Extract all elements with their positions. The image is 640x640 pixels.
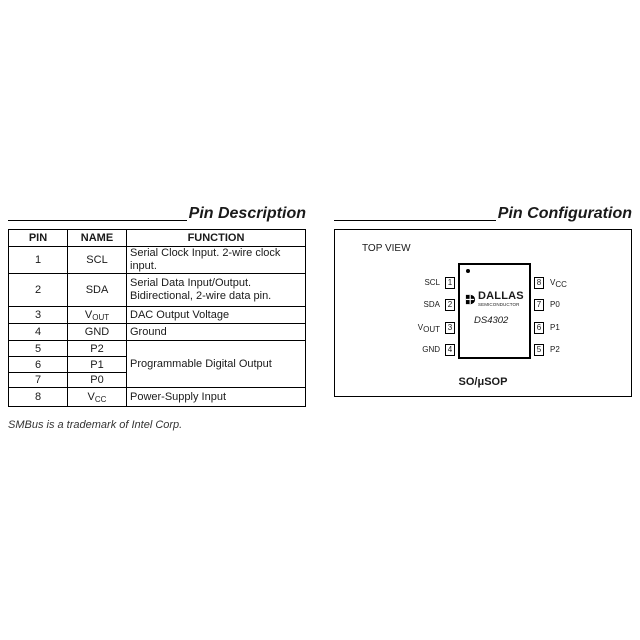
header-pin: PIN [9, 230, 68, 247]
table-row [9, 307, 306, 324]
pin-name: SCL [68, 247, 127, 274]
pin-number: 7 [9, 373, 68, 388]
pin-function: Serial Data Input/Output. Bidirectional, 2-wire data pin. [127, 274, 306, 307]
table-row [9, 388, 306, 407]
dallas-logo-icon [465, 294, 476, 305]
pin-function: Power-Supply Input [127, 388, 306, 407]
pin-box-2: 2 [445, 299, 455, 311]
pin-label-gnd: GND [422, 345, 440, 354]
pin-label-p0: P0 [550, 300, 560, 309]
pin-function: Serial Clock Input. 2-wire clock input. [127, 247, 306, 274]
logo-semiconductor-text: SEMICONDUCTOR [478, 302, 520, 307]
pin-number: 5 [9, 341, 68, 357]
pin-function: DAC Output Voltage [127, 307, 306, 324]
logo-dallas-text: DALLAS [478, 290, 524, 302]
pin-name: SDA [68, 274, 127, 307]
table-row [9, 247, 306, 274]
pin-label-vout: $V_{OUT}$ [417, 323, 440, 334]
package-label: SO/μSOP [458, 376, 508, 388]
pin-name: $V_{CC}$ [68, 388, 127, 407]
pin-description-title: Pin Description [188, 205, 306, 222]
pin-configuration-diagram [334, 229, 632, 397]
pin-name: $V_{OUT}$ [68, 307, 127, 324]
table-row [9, 274, 306, 307]
top-view-label: TOP VIEW [362, 243, 411, 254]
table-header-row [9, 230, 306, 247]
pin-label-sda: SDA [423, 300, 440, 309]
pin-name: GND [68, 324, 127, 341]
pin-label-p1: P1 [550, 323, 560, 332]
ic-package-body [458, 263, 531, 359]
pin-box-5: 5 [534, 344, 544, 356]
pin-box-6: 6 [534, 322, 544, 334]
pin-name: P0 [68, 373, 127, 388]
pin-description-table [8, 229, 306, 407]
pin-box-8: 8 [534, 277, 544, 289]
header-function: FUNCTION [127, 230, 306, 247]
header-rule [8, 220, 187, 221]
pin-configuration-title: Pin Configuration [497, 205, 632, 222]
pin-number: 8 [9, 388, 68, 407]
trademark-footnote: SMBus is a trademark of Intel Corp. [8, 419, 183, 431]
pin1-indicator-dot [466, 269, 470, 273]
pin-number: 6 [9, 357, 68, 373]
pin-box-3: 3 [445, 322, 455, 334]
pin-box-1: 1 [445, 277, 455, 289]
part-number: DS4302 [474, 315, 509, 326]
dallas-logo [465, 291, 524, 307]
pin-box-4: 4 [445, 344, 455, 356]
pin-name: P1 [68, 357, 127, 373]
header-name: NAME [68, 230, 127, 247]
pin-description-header [8, 203, 306, 223]
pin-number: 4 [9, 324, 68, 341]
pin-function: Ground [127, 324, 306, 341]
table-row [9, 324, 306, 341]
pin-number: 1 [9, 247, 68, 274]
header-rule [334, 220, 496, 221]
pin-name: P2 [68, 341, 127, 357]
table-row [9, 341, 306, 357]
pin-function: Programmable Digital Output [127, 341, 306, 388]
pin-box-7: 7 [534, 299, 544, 311]
pin-label-vcc: $V_{CC}$ [550, 278, 567, 289]
pin-label-p2: P2 [550, 345, 560, 354]
pin-number: 3 [9, 307, 68, 324]
pin-number: 2 [9, 274, 68, 307]
pin-label-scl: SCL [424, 278, 440, 287]
pin-configuration-header [334, 203, 632, 223]
